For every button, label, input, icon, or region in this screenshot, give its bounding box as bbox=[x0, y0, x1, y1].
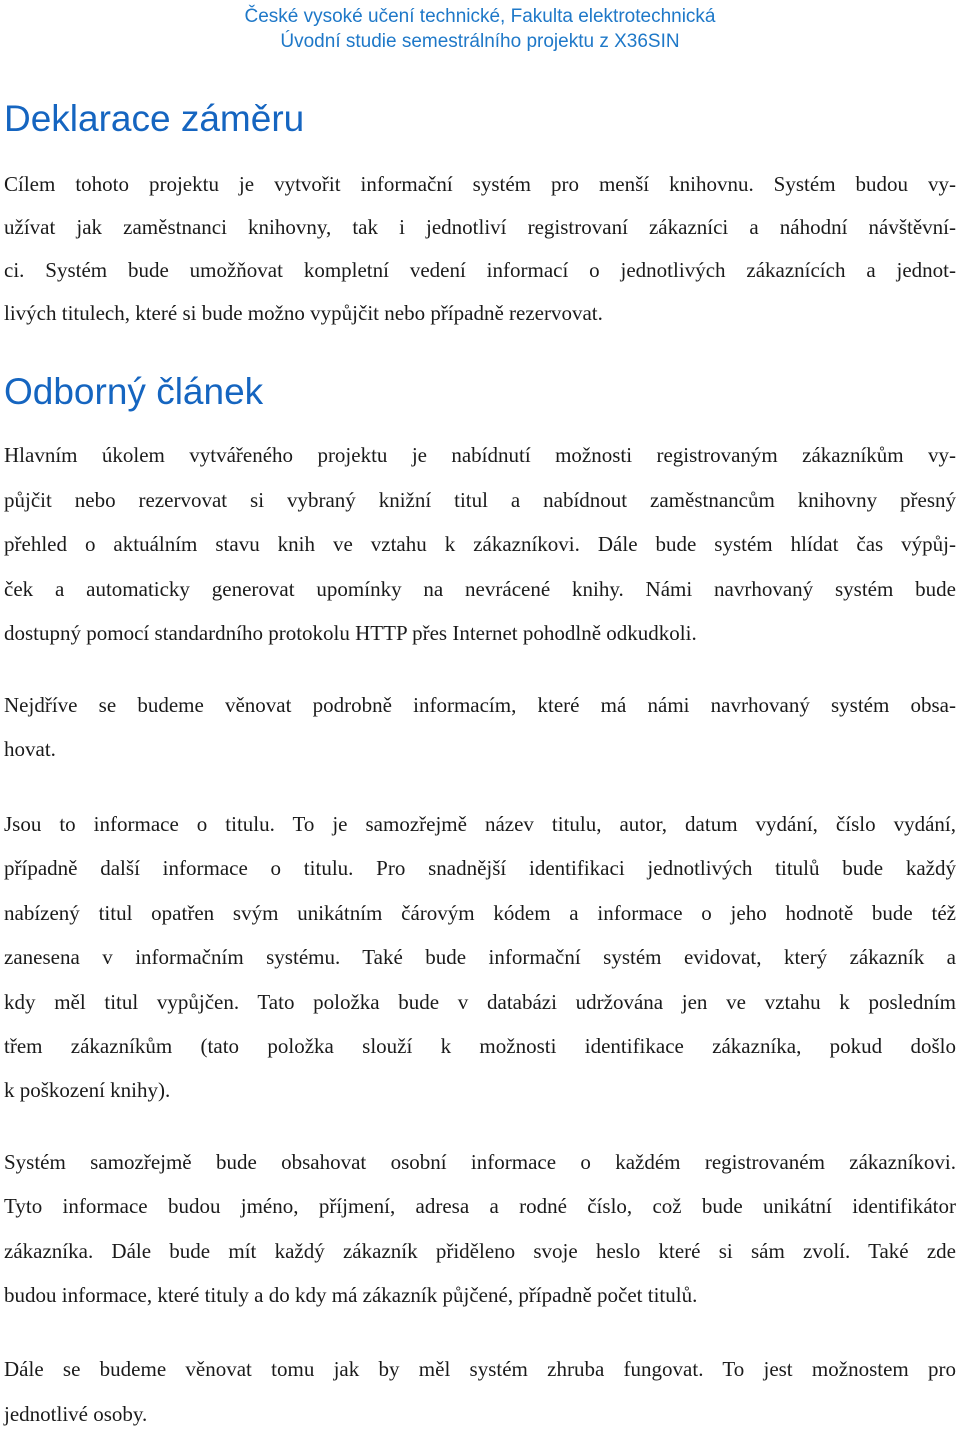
header-institution: České vysoké učení technické, Fakulta elektrotechnická bbox=[244, 6, 716, 27]
paragraph-deklarace bbox=[4, 163, 956, 335]
paragraph-nejdrive bbox=[4, 683, 956, 771]
text-line: Jsou to informace o titulu. To je samozřejmě název titulu, autor, datum vydání, číslo vydání, bbox=[4, 812, 956, 836]
paragraph-intro bbox=[4, 433, 956, 656]
text-line: třem zákazníkům (tato položka slouží k možnosti identifikace zákazníka, pokud došlo bbox=[4, 1034, 956, 1059]
text-line: dostupný pomocí standardního protokolu HTTP přes Internet pohodlně odkudkoli. bbox=[4, 621, 697, 646]
heading-odborny-clanek: Odborný článek bbox=[4, 371, 264, 412]
text-line: Tyto informace budou jméno, příjmení, adresa a rodné číslo, což bude unikátní identifikátor bbox=[4, 1194, 956, 1219]
text-line: kdy měl titul vypůjčen. Tato položka bude v databázi udržována jen ve vztahu k posledním bbox=[4, 989, 956, 1014]
text-line: Dále se budeme věnovat tomu jak by měl systém zhruba fungovat. To jest možnostem pro bbox=[4, 1357, 956, 1381]
text-line: ček a automaticky generovat upomínky na nevrácené knihy. Námi navrhovaný systém bude bbox=[4, 576, 956, 601]
text-line: zákazníka. Dále bude mít každý zákazník přiděleno svoje heslo které si sám zvolí. Také zde bbox=[4, 1238, 956, 1263]
text-line: jednotlivé osoby. bbox=[4, 1402, 148, 1426]
text-line: případně další informace o titulu. Pro snadnější identifikaci jednotlivých titulů bude každý bbox=[4, 856, 956, 881]
text-line: Hlavním úkolem vytvářeného projektu je nabídnutí možnosti registrovaným zákazníkům vy- bbox=[4, 443, 956, 467]
text-line: nabízený titul opatřen svým unikátním čárovým kódem a informace o jeho hodnotě bude též bbox=[4, 900, 956, 925]
text-line: k poškození knihy). bbox=[4, 1078, 171, 1103]
heading-deklarace: Deklarace záměru bbox=[4, 98, 305, 139]
text-line: budou informace, které tituly a do kdy má zákazník půjčené, případně počet titulů. bbox=[4, 1283, 698, 1308]
paragraph-fungovani bbox=[4, 1347, 956, 1437]
text-line: ci. Systém bude umožňovat kompletní vedení informací o jednotlivých zákaznících a jednot- bbox=[4, 258, 956, 282]
text-line: zanesena v informačním systému. Také bude informační systém evidovat, který zákazník a bbox=[4, 945, 956, 970]
text-line: Systém samozřejmě bude obsahovat osobní informace o každém registrovaném zákazníkovi. bbox=[4, 1150, 956, 1174]
text-line: přehled o aktuálním stavu knih ve vztahu k zákazníkovi. Dále bude systém hlídat čas výpůj- bbox=[4, 532, 956, 557]
text-line: užívat jak zaměstnanci knihovny, tak i jednotliví registrovaní zákazníci a náhodní návštěvní- bbox=[4, 215, 956, 239]
text-line: livých titulech, které si bude možno vypůjčit nebo případně rezervovat. bbox=[4, 301, 603, 325]
paragraph-titul bbox=[4, 802, 956, 1113]
text-line: Nejdříve se budeme věnovat podrobně informacím, které má námi navrhovaný systém obsa- bbox=[4, 693, 956, 717]
running-header bbox=[0, 4, 960, 54]
paragraph-zakaznik bbox=[4, 1140, 956, 1318]
text-line: hovat. bbox=[4, 737, 56, 761]
text-line: půjčit nebo rezervovat si vybraný knižní titul a nabídnout zaměstnancům knihovny přesný bbox=[4, 487, 956, 512]
header-project-title: Úvodní studie semestrálního projektu z X36SIN bbox=[280, 31, 680, 52]
text-line: Cílem tohoto projektu je vytvořit informační systém pro menší knihovnu. Systém budou vy- bbox=[4, 172, 956, 196]
